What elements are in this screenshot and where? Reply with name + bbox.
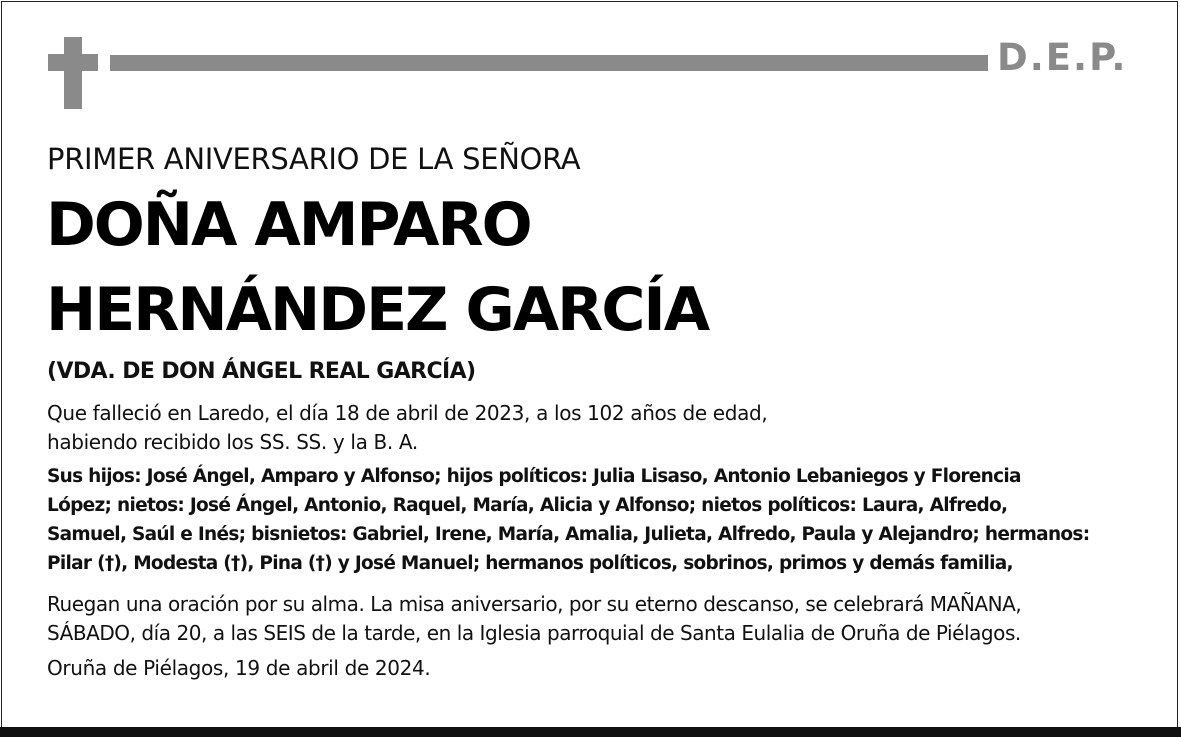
cross-icon <box>48 37 98 109</box>
death-details-line: Que falleció en Laredo, el día 18 de abril de 2023, a los 102 años de edad, <box>47 401 768 425</box>
family-list <box>47 462 1147 578</box>
death-details <box>47 399 1137 456</box>
widow-note: (VDA. DE DON ÁNGEL REAL GARCÍA) <box>47 359 476 384</box>
deceased-name-line-2: HERNÁNDEZ GARCÍA <box>46 275 709 345</box>
family-list-line: Pilar (†), Modesta (†), Pina (†) y José Manuel; hermanos políticos, sobrinos, primos y demás familia, <box>47 553 1013 574</box>
family-list-line: Samuel, Saúl e Inés; bisnietos: Gabriel, Irene, María, Amalia, Julieta, Alfredo, Paula y Alejandro; hermanos: <box>47 524 1090 545</box>
bottom-rule <box>0 727 1181 737</box>
family-list-line: Sus hijos: José Ángel, Amparo y Alfonso; hijos políticos: Julia Lisaso, Antonio Lebaniegos y Florencia <box>47 466 1021 487</box>
mass-announcement-line: SÁBADO, día 20, a las SEIS de la tarde, en la Iglesia parroquial de Santa Eulalia de Oruña de Piélagos. <box>47 620 1021 645</box>
mass-announcement-line: Ruegan una oración por su alma. La misa aniversario, por su eterno descanso, se celebrará MAÑANA, <box>47 592 1022 616</box>
mass-announcement <box>47 590 1137 647</box>
place-and-date <box>47 654 1137 683</box>
family-list-line: López; nietos: José Ángel, Antonio, Raquel, María, Alicia y Alfonso; nietos políticos: Laura, Alfredo, <box>47 495 1008 516</box>
deceased-name-line-1: DOÑA AMPARO <box>46 190 531 260</box>
dep-label: D.E.P. <box>997 36 1128 79</box>
death-details-line: habiendo recibido los SS. SS. y la B. A. <box>47 429 418 454</box>
place-and-date-text: Oruña de Piélagos, 19 de abril de 2024. <box>47 656 431 680</box>
notice-subtitle: PRIMER ANIVERSARIO DE LA SEÑORA <box>47 142 581 176</box>
header-rule <box>110 55 988 71</box>
